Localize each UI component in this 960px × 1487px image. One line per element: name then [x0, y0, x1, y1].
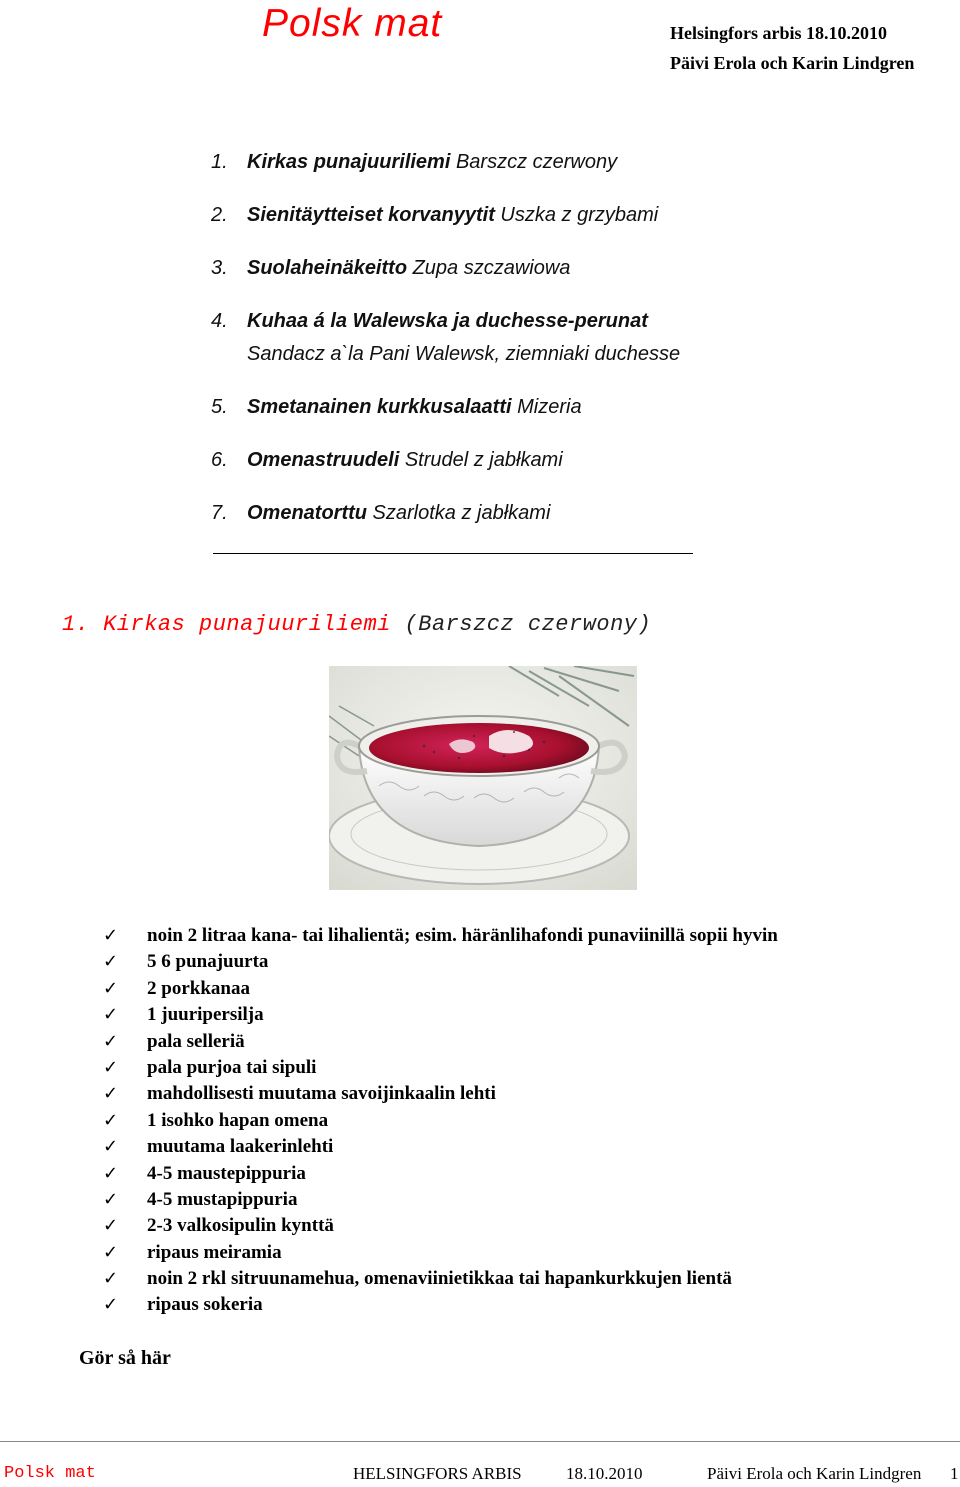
footer-page-number: 1: [950, 1464, 959, 1483]
menu-divider: [213, 553, 693, 554]
list-item: ✓ 2 porkkanaa: [103, 976, 778, 1002]
check-icon: ✓: [103, 1056, 119, 1078]
section-heading-finnish: 1. Kirkas punajuuriliemi: [62, 612, 391, 637]
list-item: ✓ pala purjoa tai sipuli: [103, 1055, 778, 1081]
list-item: ✓ mahdollisesti muutama savoijinkaalin lehti: [103, 1081, 778, 1107]
check-icon: ✓: [103, 1215, 119, 1237]
list-item: ✓ ripaus meiramia: [103, 1240, 778, 1266]
check-icon: ✓: [103, 977, 119, 999]
section-heading-polish: (Barszcz czerwony): [390, 612, 652, 637]
menu-item: 1. Kirkas punajuuriliemi Barszcz czerwony: [211, 151, 618, 173]
check-icon: ✓: [103, 1294, 119, 1316]
soup-photo: [329, 666, 637, 890]
list-item: ✓ 1 isohko hapan omena: [103, 1108, 778, 1134]
check-icon: ✓: [103, 1241, 119, 1263]
header-authors: Päivi Erola och Karin Lindgren: [670, 53, 915, 73]
check-icon: ✓: [103, 951, 119, 973]
footer-org: HELSINGFORS ARBIS: [353, 1464, 522, 1483]
list-item: ✓ pala selleriä: [103, 1029, 778, 1055]
header-place-date: Helsingfors arbis 18.10.2010: [670, 23, 888, 43]
menu-item-subline: Sandacz a`la Pani Walewsk, ziemniaki duchesse: [247, 343, 681, 365]
list-item: ✓ ripaus sokeria: [103, 1292, 778, 1318]
soup-bowl-image: [329, 666, 637, 890]
header-info: [670, 18, 914, 78]
list-item: ✓ noin 2 rkl sitruunamehua, omenaviinietikkaa tai hapankurkkujen lientä: [103, 1266, 778, 1292]
section-heading: [62, 612, 651, 637]
check-icon: ✓: [103, 1109, 119, 1131]
list-item: ✓ 4-5 mustapippuria: [103, 1187, 778, 1213]
footer-authors: Päivi Erola och Karin Lindgren: [707, 1464, 922, 1483]
footer-title: Polsk mat: [4, 1464, 96, 1483]
list-item: ✓ 5 6 punajuurta: [103, 949, 778, 975]
check-icon: ✓: [103, 925, 119, 946]
list-item: ✓ 1 juuripersilja: [103, 1002, 778, 1028]
menu-item: 5. Smetanainen kurkkusalaatti Mizeria: [211, 396, 582, 418]
list-item: ✓ 4-5 maustepippuria: [103, 1161, 778, 1187]
check-icon: ✓: [103, 1004, 119, 1026]
list-item: ✓ noin 2 litraa kana- tai lihalientä; esim. häränlihafondi punaviinillä sopii hyvin: [103, 923, 778, 949]
menu-item: 7. Omenatorttu Szarlotka z jabłkami: [211, 502, 551, 524]
list-item: ✓ muutama laakerinlehti: [103, 1134, 778, 1160]
check-icon: ✓: [103, 1083, 119, 1105]
menu-item: 4. Kuhaa á la Walewska ja duchesse-perunat: [211, 310, 648, 332]
check-icon: ✓: [103, 1188, 119, 1210]
footer-divider: [0, 1441, 960, 1442]
instructions-heading: Gör så här: [79, 1347, 171, 1369]
list-item: ✓ 2-3 valkosipulin kynttä: [103, 1213, 778, 1239]
page-title: Polsk mat: [262, 2, 443, 45]
ingredient-list: [103, 923, 778, 1319]
menu-item: 6. Omenastruudeli Strudel z jabłkami: [211, 449, 563, 471]
check-icon: ✓: [103, 1030, 119, 1052]
footer-date: 18.10.2010: [566, 1464, 643, 1483]
check-icon: ✓: [103, 1162, 119, 1184]
check-icon: ✓: [103, 1136, 119, 1158]
menu-item: 3. Suolaheinäkeitto Zupa szczawiowa: [211, 257, 571, 279]
menu-item: 2. Sienitäytteiset korvanyytit Uszka z grzybami: [211, 204, 659, 226]
check-icon: ✓: [103, 1268, 119, 1290]
